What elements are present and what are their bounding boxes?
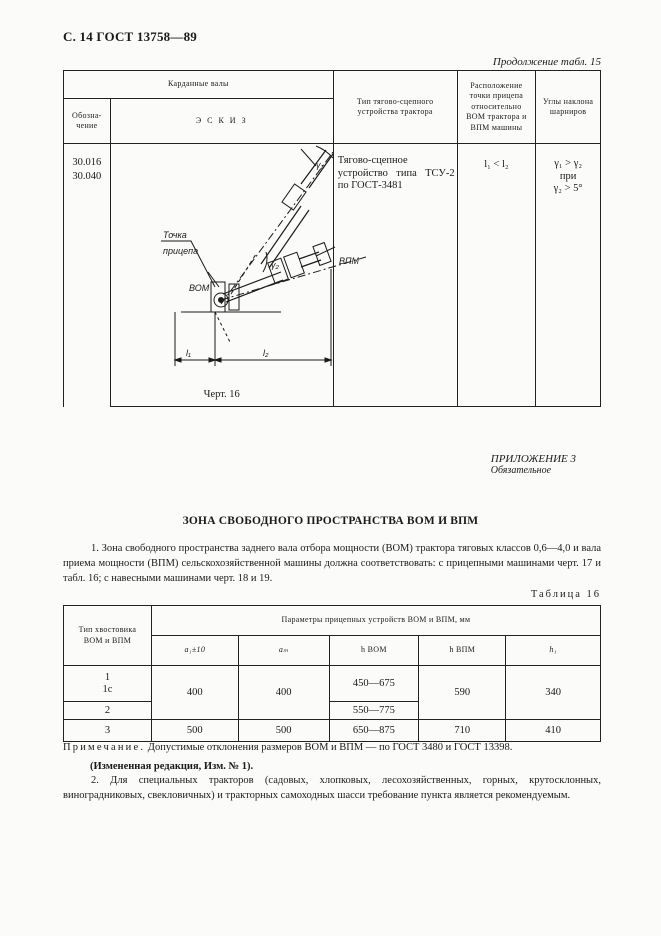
hitch-link	[231, 254, 256, 294]
h-vom-cell: 450—675	[329, 666, 419, 702]
header-angles: Углы наклона шарниров	[536, 71, 601, 144]
header-hitch-location: Расположение точки прицепа относительно ВОМ трактора и ВПМ машины	[457, 71, 536, 144]
appendix-block	[491, 453, 576, 476]
h1-cell: 410	[506, 720, 601, 742]
gamma1-arc	[301, 149, 316, 166]
appendix-subtitle: Обязательное	[490, 465, 552, 476]
sketch-cell	[110, 144, 359, 407]
gamma2-arc	[263, 252, 267, 272]
paragraph-2: 2. Для специальных тракторов (садовых, хлопковых, лесохозяйственных, горных, крутосклонных, виноградниковых, свекловичных) и тракторных самоходных шасси требование пункта является рекомендуемым.	[63, 775, 601, 802]
note-text: Допустимые отклонения размеров ВОМ и ВПМ — по ГОСТ 3480 и ГОСТ 13398.	[147, 742, 513, 753]
cardan-shaft-sketch	[111, 144, 359, 406]
appendix-title: ПРИЛОЖЕНИЕ 3	[490, 453, 576, 465]
angle-condition-3: γ₂ > 5°	[553, 183, 583, 195]
table-row	[64, 720, 601, 742]
table-16	[63, 605, 601, 742]
type-cell	[64, 666, 152, 702]
h-vpm-cell: 710	[419, 720, 506, 742]
pto-housing	[211, 282, 225, 312]
header-h-vom: h ВОМ	[329, 636, 419, 666]
figure-caption: Черт. 16	[203, 389, 240, 400]
note	[63, 742, 603, 753]
section-title: ЗОНА СВОБОДНОГО ПРОСТРАНСТВА ВОМ И ВПМ	[182, 515, 479, 527]
h1-cell: 340	[506, 666, 601, 720]
header-sketch: Э С К И З	[110, 99, 333, 144]
lower-shaft	[223, 272, 283, 302]
am-cell: 500	[238, 720, 329, 742]
am-cell: 400	[238, 666, 329, 720]
designation-2: 30.040	[72, 170, 102, 182]
centerline-diagonal	[221, 152, 333, 304]
header-a1: a₁±10	[151, 636, 238, 666]
label-pto: ВОМ	[188, 283, 210, 293]
page-header: С. 14 ГОСТ 13758—89	[63, 29, 197, 44]
angles-cell	[536, 144, 601, 407]
upper-yoke	[282, 184, 306, 210]
h-vom-cell: 650—875	[329, 720, 419, 742]
a1-cell: 400	[151, 666, 238, 720]
header-h1: h₁	[506, 636, 601, 666]
designation-1: 30.016	[72, 157, 102, 168]
label-gamma1: γ₁	[315, 160, 324, 170]
header-params: Параметры прицепных устройств ВОМ и ВПМ, мм	[151, 606, 600, 636]
type-cell: 3	[64, 720, 152, 742]
header-cardan-shafts: Карданные валы	[64, 71, 334, 99]
header-designation: Обозна- чение	[64, 99, 111, 144]
type-1c: 1c	[102, 683, 113, 695]
table-continuation-label: Продолжение табл. 15	[492, 56, 601, 68]
header-am: aₘ	[238, 636, 329, 666]
note-label: Примечание.	[63, 742, 146, 753]
paragraph-1: 1. Зона свободного пространства заднего вала отбора мощности (ВОМ) трактора тяговых классов 0,6—4,0 и вала приема мощности (ВПМ) сельскохозяйственной машины должна соответствовать: с прицепными машинами черт. 17 и табл. 16; с навесными машинами черт. 18 и 19.	[63, 543, 601, 585]
label-l2: l₂	[262, 348, 269, 358]
angle-condition-2: при	[559, 170, 577, 182]
h-vpm-cell: 590	[419, 666, 506, 720]
edition-note: (Измененная редакция, Изм. № 1).	[90, 761, 254, 772]
label-l1: l₁	[185, 348, 191, 358]
angle-condition-1: γ₁ > γ₂	[554, 158, 582, 169]
designation-cell	[64, 144, 111, 407]
coupler-type-cell: Тягово-сцепное устройство типа ТСУ-2 по ГОСТ-3481	[333, 144, 457, 407]
table-row	[64, 666, 601, 702]
type-cell: 2	[64, 702, 152, 720]
label-gamma2: γ₂	[270, 260, 279, 270]
type-1: 1	[104, 671, 111, 683]
h-vom-cell: 550—775	[329, 702, 419, 720]
upper-shaft	[261, 206, 309, 268]
header-h-vpm: h ВПМ	[419, 636, 506, 666]
a1-cell: 500	[151, 720, 238, 742]
label-hitch-point-2: прицепа	[162, 246, 198, 256]
header-coupler-type: Тип тягово-сцепного устройства трактора	[333, 71, 457, 144]
header-shank-type: Тип хвостовика ВОМ и ВПМ	[64, 606, 152, 666]
table-16-label: Таблица 16	[530, 589, 601, 600]
label-pmi: ВПМ	[338, 256, 359, 266]
table-15	[63, 70, 601, 407]
label-hitch-point-1: Точка	[162, 230, 187, 240]
hitch-location-cell: l₁ < l₂	[457, 144, 536, 407]
